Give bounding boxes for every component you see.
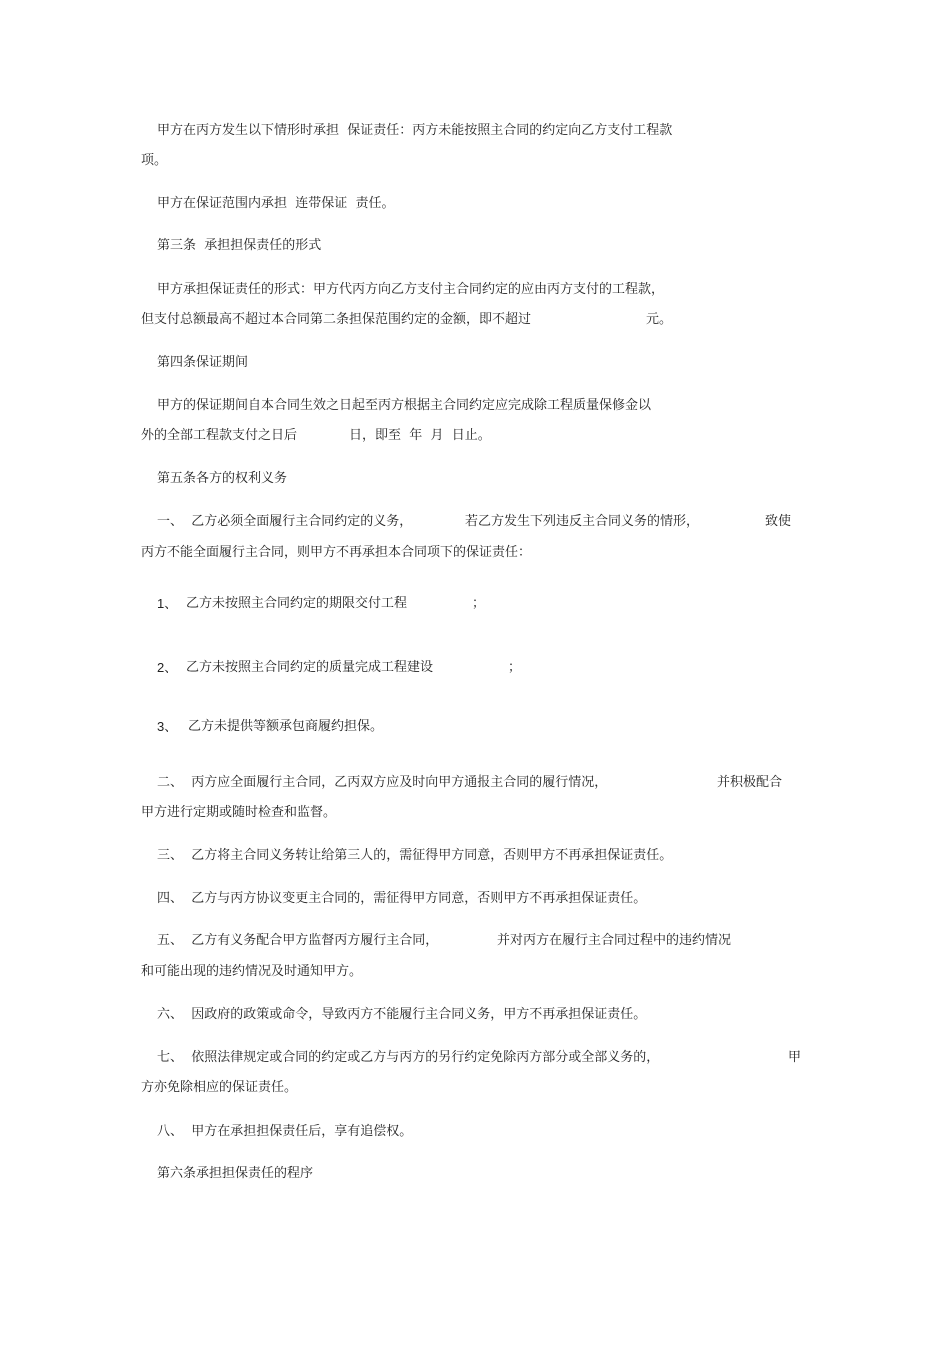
text-line: 甲 [788,1050,802,1065]
text-line: 致使 [765,514,792,529]
text-line: 七、 依照法律规定或合同的约定或乙方与丙方的另行约定免除丙方部分或全部义务的， [157,1050,660,1065]
text-line: 但支付总额最高不超过本合同第二条担保范围约定的金额，即不超过 [141,312,532,327]
text-line: 甲方在保证范围内承担 连带保证 责任。 [157,196,395,211]
text-line: 和可能出现的违约情况及时通知甲方。 [141,964,363,979]
text-line: 四、 乙方与丙方协议变更主合同的，需征得甲方同意，否则甲方不再承担保证责任。 [157,891,647,906]
list-item: 乙方未按照主合同约定的期限交付工程 [186,596,408,611]
text-line: 丙方不能全面履行主合同，则甲方不再承担本合同项下的保证责任： [141,545,532,560]
list-number: 1、 [157,596,178,611]
text-line: 甲方进行定期或随时检查和监督。 [141,805,337,820]
text-line: 八、 甲方在承担担保责任后，享有追偿权。 [157,1124,413,1139]
text-line: 甲方在丙方发生以下情形时承担 保证责任：丙方未能按照主合同的约定向乙方支付工程款 [157,123,673,138]
text-line: 五、 乙方有义务配合甲方监督丙方履行主合同， [157,933,439,948]
text-line: 二、 丙方应全面履行主合同，乙丙双方应及时向甲方通报主合同的履行情况， [157,775,608,790]
text-line: 项。 [141,153,168,168]
text-line: 一、 乙方必须全面履行主合同约定的义务， [157,514,413,529]
text-line: 六、 因政府的政策或命令，导致丙方不能履行主合同义务，甲方不再承担保证责任。 [157,1007,647,1022]
text-line: 并对丙方在履行主合同过程中的违约情况 [497,933,732,948]
text-line: 甲方的保证期间自本合同生效之日起至丙方根据主合同约定应完成除工程质量保修金以 [157,398,652,413]
text-line: 甲方承担保证责任的形式：甲方代丙方向乙方支付主合同约定的应由丙方支付的工程款， [157,282,665,297]
text-line: 日，即至 年 月 日止。 [349,428,491,443]
section-heading: 第三条 承担担保责任的形式 [157,238,322,253]
text-line: 外的全部工程款支付之日后 [141,428,298,443]
text-line: 方亦免除相应的保证责任。 [141,1080,298,1095]
section-heading: 第六条承担担保责任的程序 [157,1166,314,1181]
text-line: 元。 [646,312,673,327]
list-number: 2、 [157,660,178,675]
text-line: 三、 乙方将主合同义务转让给第三人的，需征得甲方同意，否则甲方不再承担保证责任。 [157,848,673,863]
text-line: ； [508,660,522,675]
section-heading: 第五条各方的权利义务 [157,471,288,486]
list-item: 乙方未按照主合同约定的质量完成工程建设 [186,660,434,675]
text-line: 并积极配合 [717,775,783,790]
text-line: ； [472,596,486,611]
section-heading: 第四条保证期间 [157,355,249,370]
text-line: 若乙方发生下列违反主合同义务的情形， [465,514,700,529]
list-item: 乙方未提供等额承包商履约担保。 [188,719,384,734]
list-number: 3、 [157,719,178,734]
